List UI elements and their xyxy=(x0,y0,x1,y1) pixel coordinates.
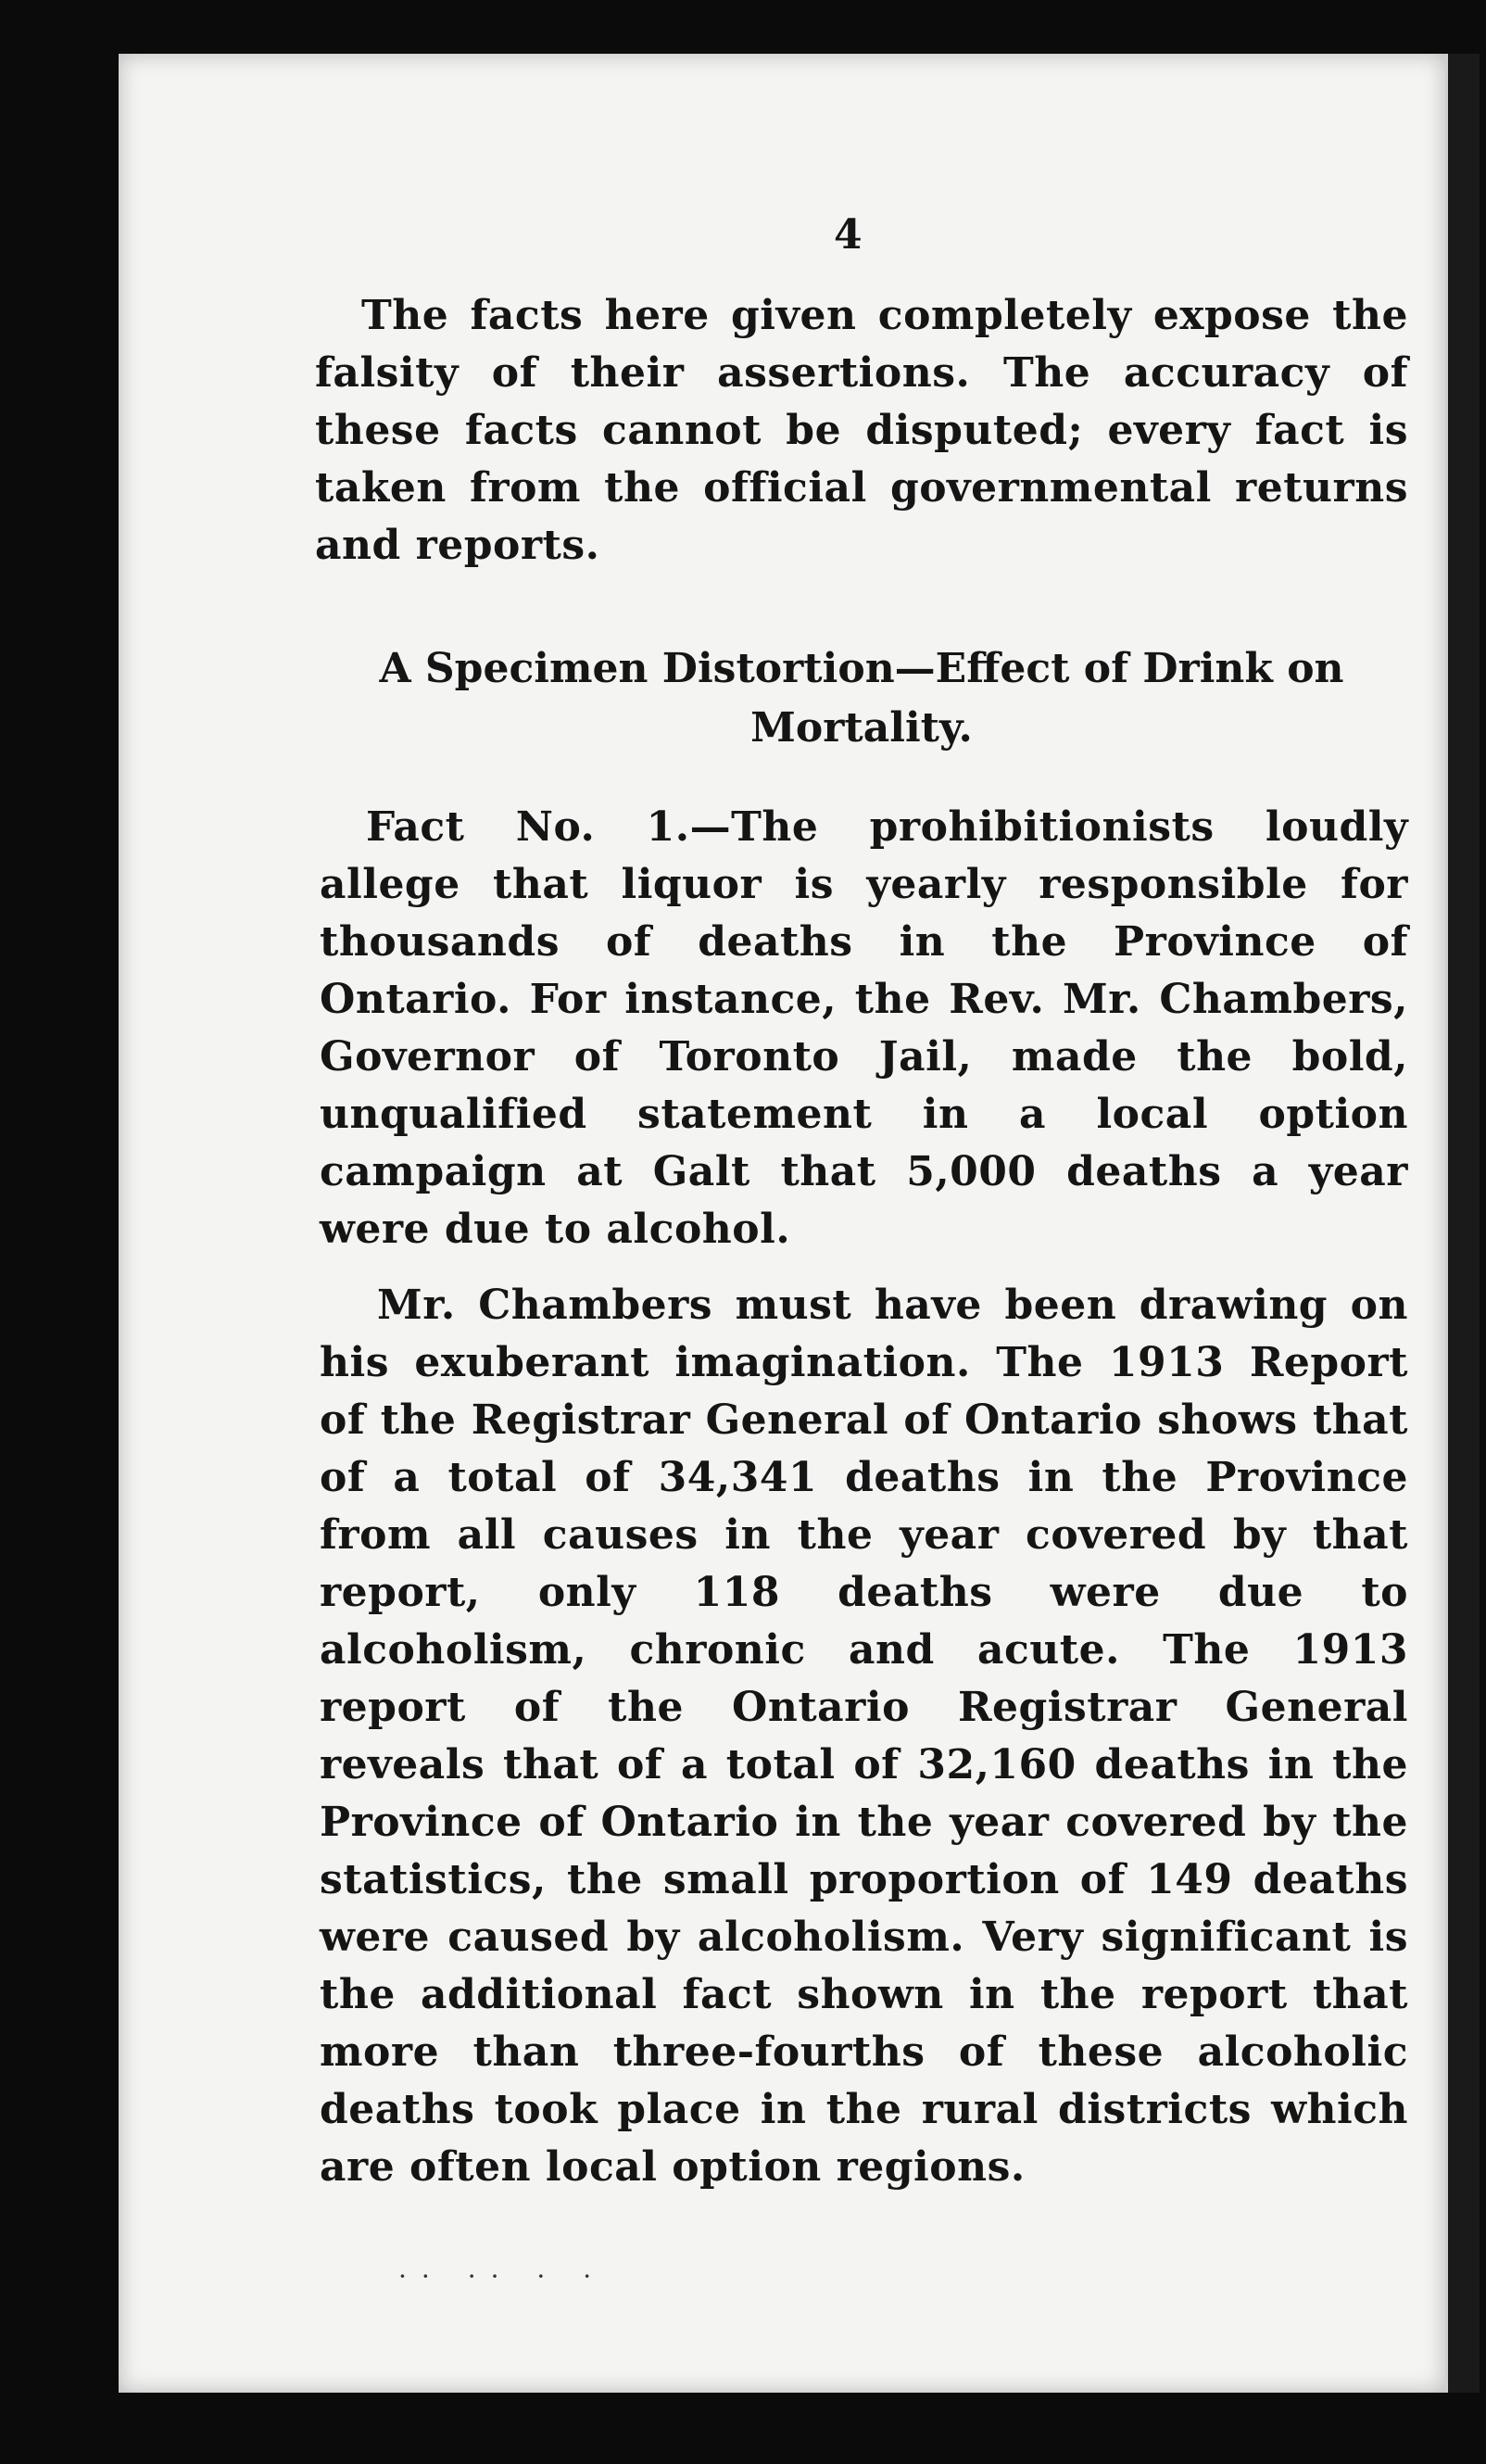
detail-text-2: The 1913 report of the Ontario Registrar General reveals that of a total of 32,160 deaths in the Province of Ontario in the year covered by the statistics, xyxy=(320,1626,1408,1903)
page-binding-edge xyxy=(1445,54,1480,2393)
page-number: 4 xyxy=(834,211,863,259)
fact-paragraph xyxy=(320,799,1408,1258)
intro-paragraph: The facts here given completely expose the falsity of their assertions. The accuracy of these facts cannot be disputed; every fact is taken from the official governmental returns and reports. xyxy=(315,292,1408,569)
detail-text-1: Mr. Chambers must have been drawing on his exuberant imagination. The 1913 Report of the Registrar General of Ontario shows that of a total of 34,341 deaths in the Province from all causes in the year covered by that report, xyxy=(320,1282,1408,1616)
detail-emphasis-1: only 118 deaths were due to alcoholism, chronic and acute. xyxy=(320,1569,1408,1674)
fact-label: Fact No. 1. xyxy=(366,803,690,851)
scan-artifact-dots: ·· ·· · · xyxy=(398,2261,607,2292)
detail-emphasis-2: the small proportion of 149 deaths were caused by alcoholism. xyxy=(320,1856,1408,1961)
fact-text: —The prohibitionists loudly allege that liquor is yearly responsible for thousands of deaths in the Province of Ontario. For instance, the Rev. Mr. Chambers, Governor of Toronto Jail, made the bold, unqualified statement in a local option campaign at Galt that 5,000 deaths a year were due to alcohol. xyxy=(320,803,1409,1253)
detail-text-3: Very significant is the additional fact shown in the report that xyxy=(320,1914,1408,2018)
detail-paragraph xyxy=(320,1277,1408,2196)
section-heading: A Specimen Distortion—Effect of Drink on Mortality. xyxy=(379,645,1344,752)
detail-emphasis-3: more than three-fourths of these alcoholic deaths took place in the rural districts which are often local option regions. xyxy=(320,2028,1408,2191)
